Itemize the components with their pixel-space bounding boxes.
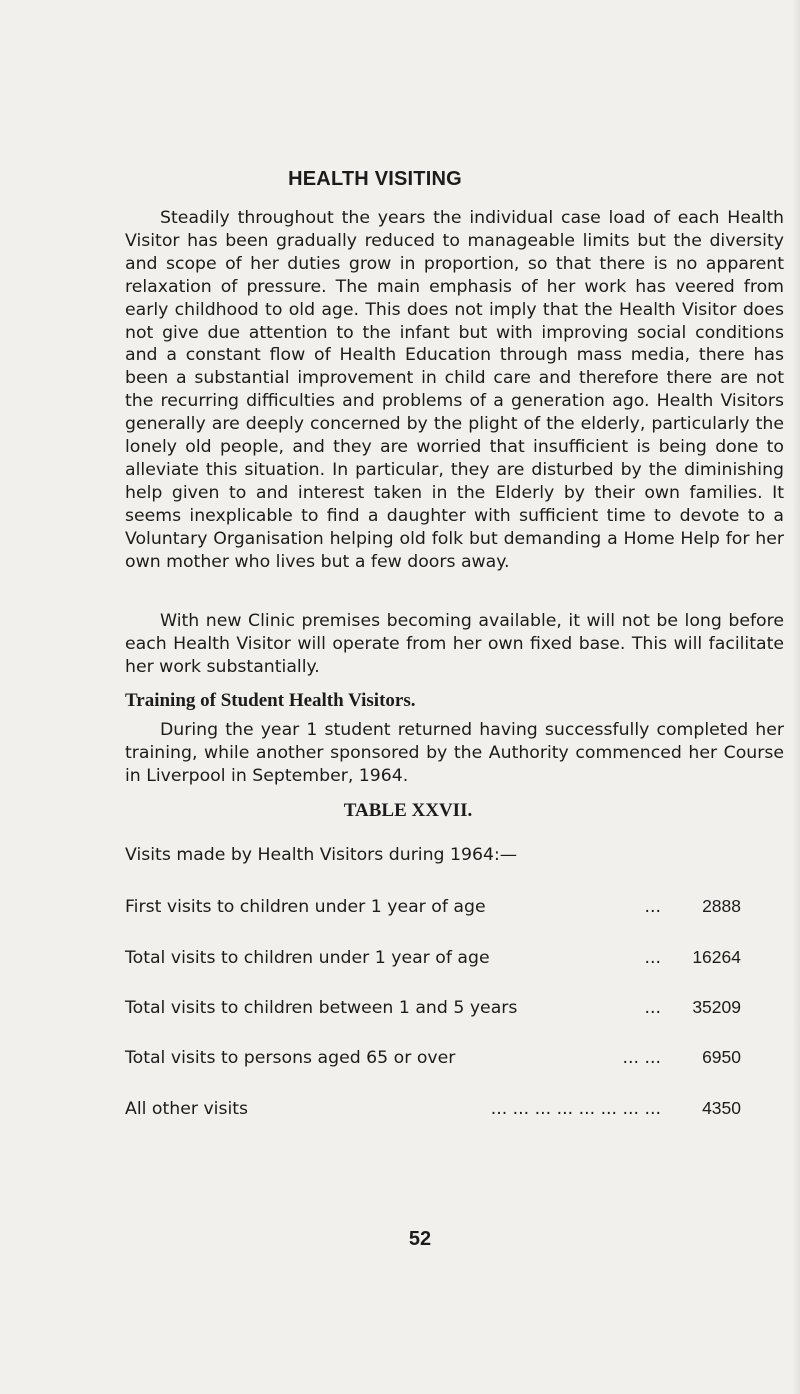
row-label: Total visits to persons aged 65 or over xyxy=(125,1048,456,1068)
paragraph-case-load: Steadily throughout the years the individual case load of each Health Visitor has been gradually reduced to manageable limits but the diversity and scope of her duties grow in proportion, so that there is no apparent relaxation of pressure. The main emphasis of her work has veered from early childhood to old age. This does not imply that the Health Visitor does not give due attention to the infant but with improving social conditions and a constant flow of Health Education through mass media, there has been a substantial improvement in child care and therefore there are not the recurring difficulties and problems of a generation ago. Health Visitors generally are deeply concerned by the plight of the elderly, particularly the lonely old people, and they are worried that insufficient is being done to alleviate this situation. In particular, they are disturbed by the diminishing help given to and interest taken in the Elderly by their own families. It seems inexplicable to find a daughter with sufficient time to devote to a Voluntary Organisation helping old folk but demanding a Home Help for her own mother who lives but a few doors away. xyxy=(125,208,784,572)
page-number: 52 xyxy=(408,1228,432,1250)
table-row xyxy=(125,1098,741,1119)
page-title: HEALTH VISITING xyxy=(288,168,462,190)
dot-leader: ... ... xyxy=(622,1048,661,1068)
page-edge-shadow xyxy=(792,0,800,1394)
table-intro: Visits made by Health Visitors during 1964:— xyxy=(125,845,518,865)
dot-leader: ... xyxy=(644,948,661,968)
row-label: All other visits xyxy=(125,1099,249,1119)
row-value: 16264 xyxy=(692,947,741,967)
table-title: TABLE XXVII. xyxy=(343,800,473,821)
table-row xyxy=(125,1047,741,1068)
table-row xyxy=(125,997,741,1018)
dot-leader: ... xyxy=(644,998,661,1018)
table-row xyxy=(125,947,741,968)
row-label: First visits to children under 1 year of age xyxy=(125,897,486,917)
dot-leader: ... xyxy=(644,897,661,917)
row-value: 2888 xyxy=(702,896,741,916)
row-value: 35209 xyxy=(692,997,741,1017)
row-value: 4350 xyxy=(702,1098,741,1118)
table-row xyxy=(125,896,741,917)
section-heading-training: Training of Student Health Visitors. xyxy=(125,690,416,711)
paragraph-clinic-premises: With new Clinic premises becoming available, it will not be long before each Health Visitor will operate from her own fixed base. This will facilitate her work substantially. xyxy=(125,611,784,677)
row-label: Total visits to children between 1 and 5 years xyxy=(125,998,518,1018)
row-label: Total visits to children under 1 year of age xyxy=(125,948,490,968)
row-value: 6950 xyxy=(702,1047,741,1067)
paragraph-training: During the year 1 student returned having successfully completed her training, while another sponsored by the Authority commenced her Course in Liverpool in September, 1964. xyxy=(125,720,784,786)
dot-leader: ... ... ... ... ... ... ... ... xyxy=(490,1099,661,1119)
